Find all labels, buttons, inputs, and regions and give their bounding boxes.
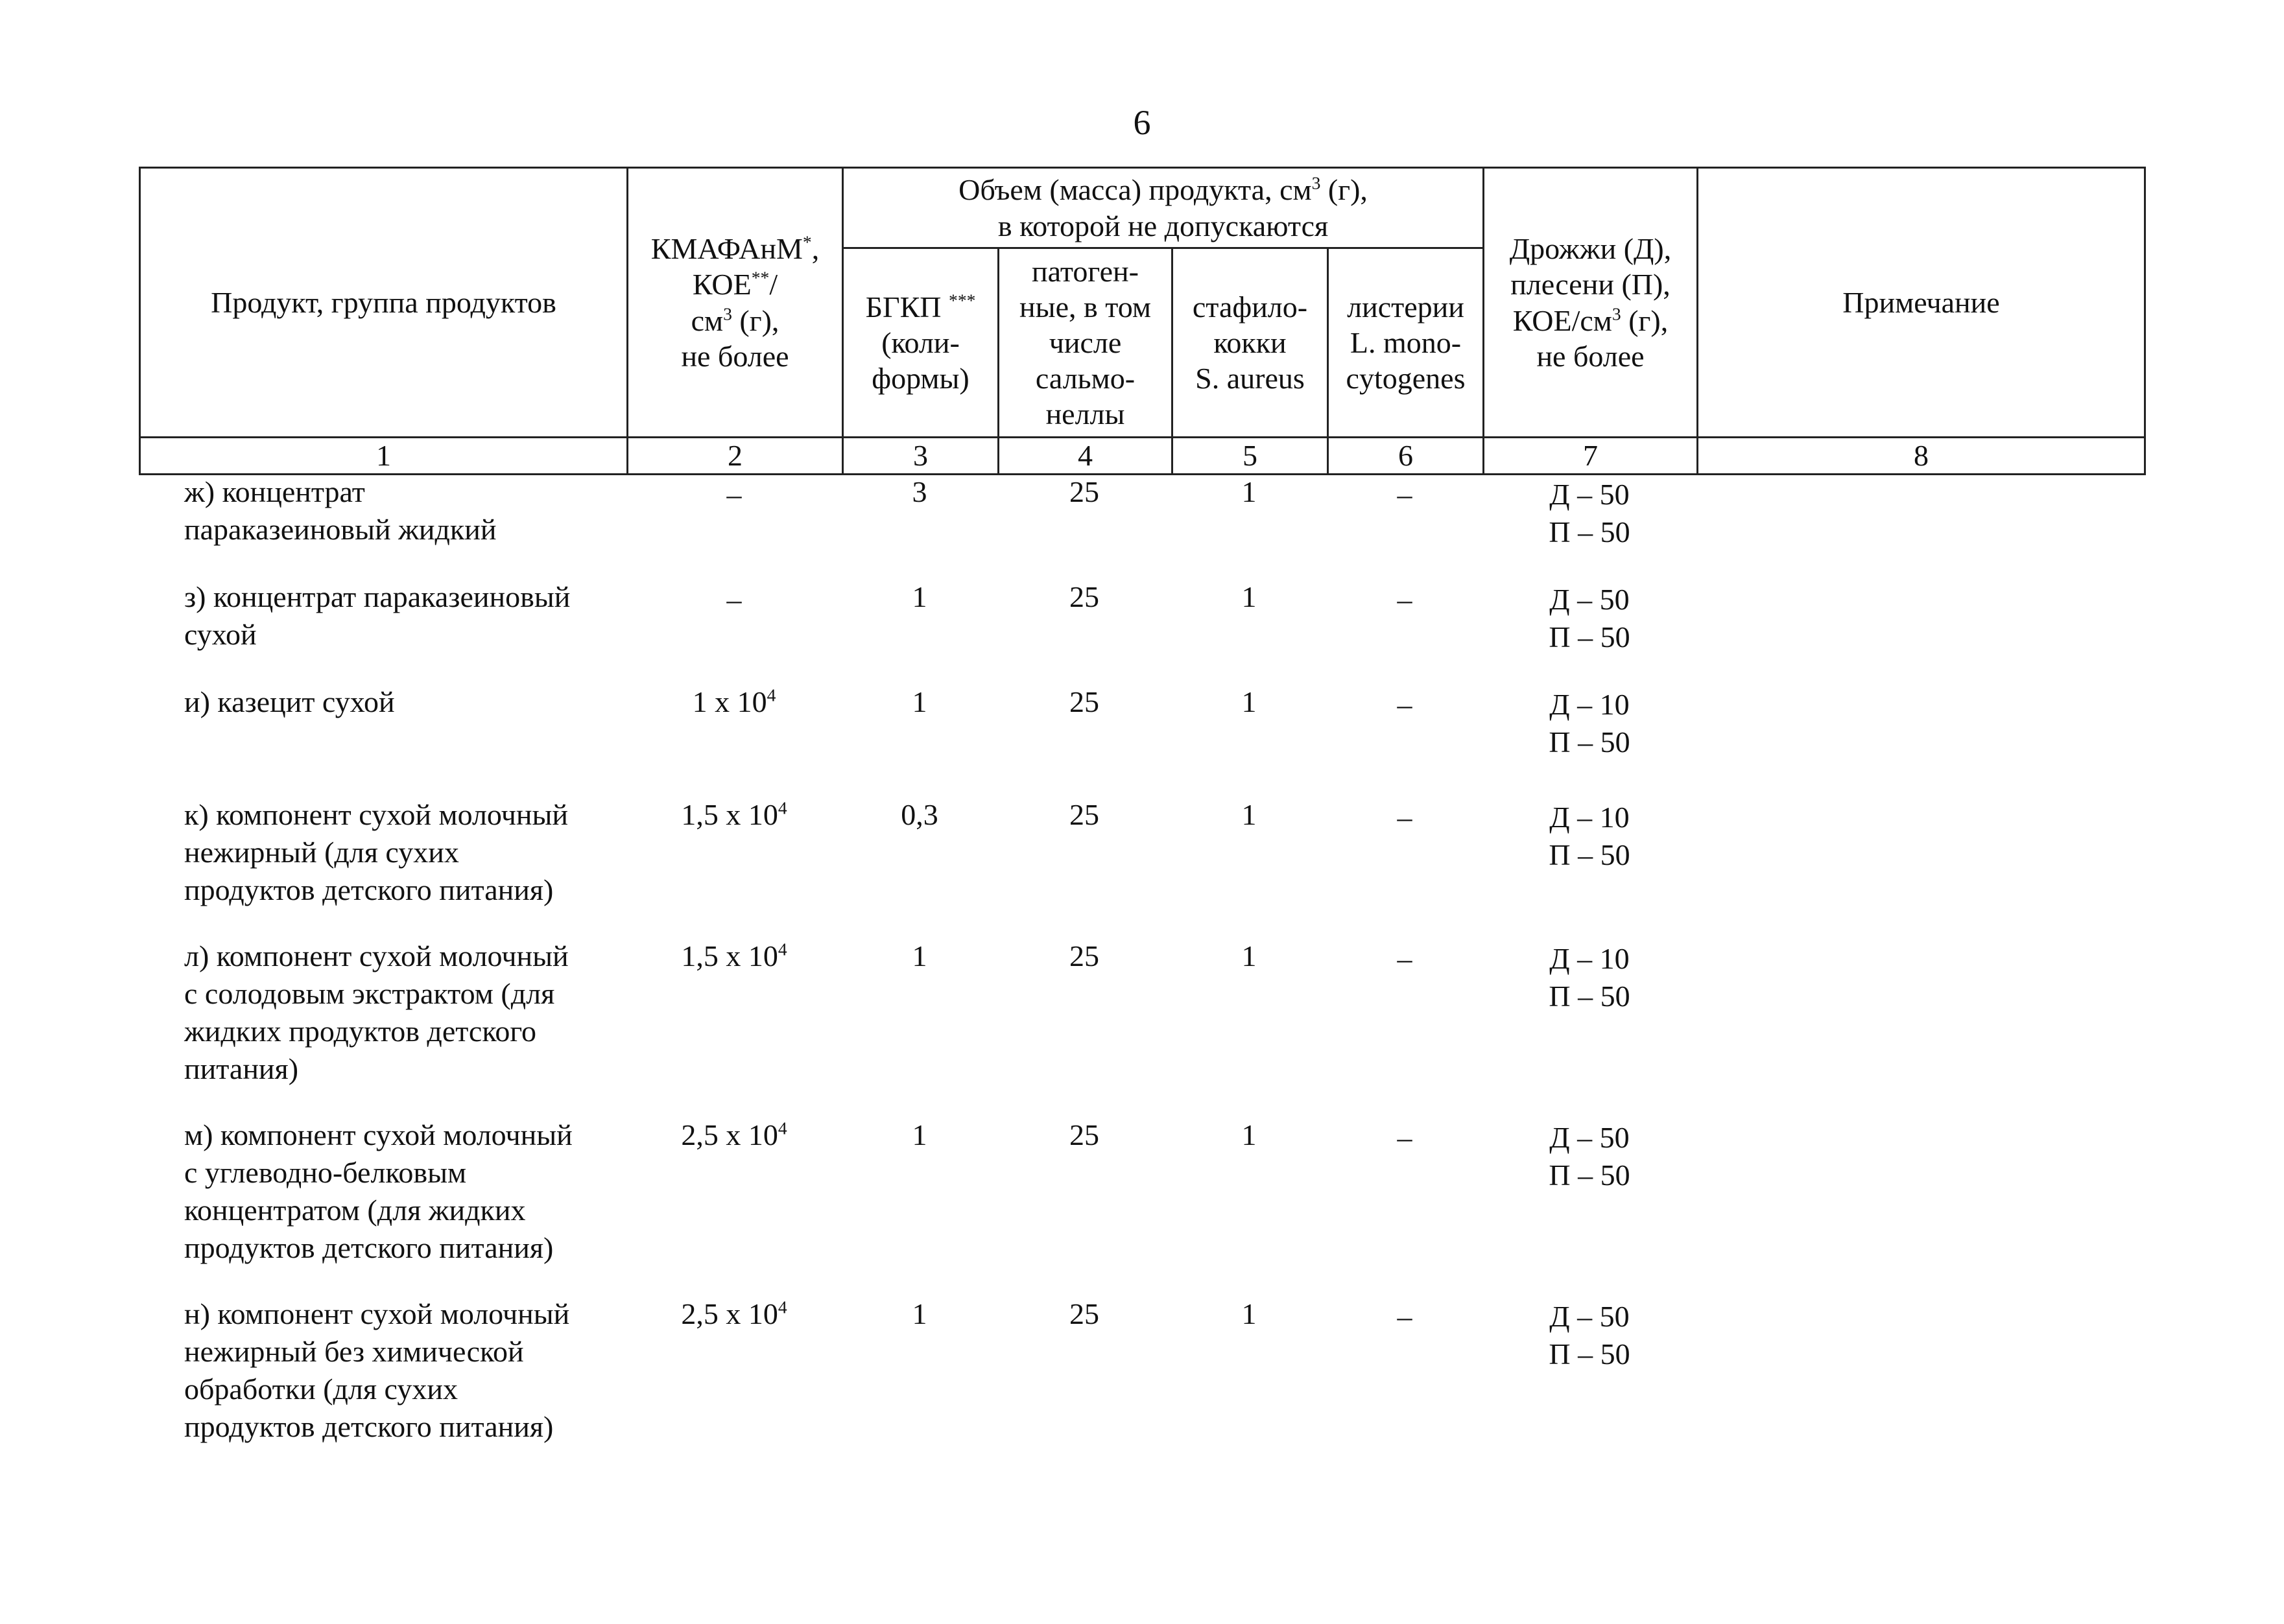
- listeria-value: –: [1397, 1121, 1412, 1154]
- staphylococci-value: 1: [1241, 939, 1257, 972]
- table-row: [139, 683, 2144, 759]
- listeria-value: –: [1397, 942, 1412, 975]
- table-row: [139, 473, 2144, 548]
- staphylococci-value: 1: [1241, 1118, 1257, 1151]
- header-note: Примечание: [1698, 168, 2145, 438]
- staphylococci-value: 1: [1241, 580, 1257, 613]
- listeria-value: –: [1397, 688, 1412, 721]
- bgkp-value: 1: [912, 939, 927, 972]
- product-name: к) компонент сухой молочный нежирный (для сухих продуктов детского питания): [184, 798, 569, 906]
- column-number: 1: [140, 438, 628, 475]
- yeast-value: Д – 10: [1549, 688, 1630, 721]
- product-name: и) казецит сухой: [184, 685, 395, 718]
- listeria-value: –: [1397, 1300, 1412, 1333]
- column-number: 7: [1484, 438, 1698, 475]
- yeast-mold-value: [1482, 686, 1696, 761]
- table-row: [139, 796, 2144, 909]
- staphylococci-value: 1: [1241, 685, 1257, 718]
- pathogenic-value: 25: [1069, 798, 1099, 831]
- yeast-mold-value: [1482, 581, 1696, 656]
- product-name: ж) концентрат параказеиновый жидкий: [184, 475, 497, 546]
- table-body: [139, 473, 2144, 1446]
- kmafanm-value: 1 x $10^4$: [692, 685, 776, 718]
- kmafanm-value: –: [726, 583, 742, 616]
- kmafanm-value: 2,5 x $10^4$: [681, 1297, 787, 1330]
- product-name: л) компонент сухой молочный с солодовым экстрактом (для жидких продуктов детского питания): [184, 939, 569, 1085]
- column-number: 4: [999, 438, 1172, 475]
- listeria-value: –: [1397, 801, 1412, 834]
- column-number: 8: [1698, 438, 2145, 475]
- kmafanm-value: 2,5 x $10^4$: [681, 1118, 787, 1151]
- product-name: м) компонент сухой молочный с углеводно-белковым концентратом (для жидких продуктов детского питания): [184, 1118, 573, 1264]
- yeast-mold-value: [1482, 476, 1696, 551]
- header-volume-group: Объем (масса) продукта, $см^3$ (г), в которой не допускаются: [843, 168, 1484, 248]
- yeast-value: Д – 50: [1549, 1300, 1630, 1333]
- bgkp-value: 1: [912, 580, 927, 613]
- yeast-value: Д – 50: [1549, 478, 1630, 511]
- mold-value: П – 50: [1549, 725, 1630, 759]
- mold-value: П – 50: [1549, 515, 1630, 548]
- staphylococci-value: 1: [1241, 1297, 1257, 1330]
- bgkp-value: 0,3: [901, 798, 938, 831]
- pathogenic-value: 25: [1069, 1297, 1099, 1330]
- header-yeast-mold: Дрожжи (Д), плесени (П), КОЕ/$см^3$ (г), не более: [1484, 168, 1698, 438]
- yeast-mold-value: [1482, 1298, 1696, 1373]
- bgkp-value: 3: [912, 475, 927, 508]
- yeast-value: Д – 10: [1549, 801, 1630, 834]
- bgkp-value: 1: [912, 1297, 927, 1330]
- pathogenic-value: 25: [1069, 580, 1099, 613]
- header-staphylococci: стафило- кокки S. aureus: [1172, 248, 1328, 438]
- column-number-row: [140, 438, 2145, 475]
- header-pathogenic: патоген- ные, в том числе сальмо- неллы: [999, 248, 1172, 438]
- listeria-value: –: [1397, 478, 1412, 511]
- header-product: Продукт, группа продуктов: [140, 168, 628, 438]
- table-row: [139, 1116, 2144, 1267]
- kmafanm-value: –: [726, 478, 742, 511]
- listeria-value: –: [1397, 583, 1412, 616]
- yeast-value: Д – 50: [1549, 583, 1630, 616]
- column-number: 2: [628, 438, 843, 475]
- header-kmafanm: КМАФАнМ*, КОЕ**/ $см^3$ (г), не более: [628, 168, 843, 438]
- column-number: 3: [843, 438, 999, 475]
- kmafanm-value: 1,5 x $10^4$: [681, 797, 787, 831]
- yeast-mold-value: [1482, 799, 1696, 874]
- pathogenic-value: 25: [1069, 939, 1099, 972]
- mold-value: П – 50: [1549, 620, 1630, 653]
- yeast-mold-value: [1482, 940, 1696, 1015]
- header-bgkp: БГКП *** (коли- формы): [843, 248, 999, 438]
- header-listeria: листерии L. mono- cytogenes: [1328, 248, 1484, 438]
- staphylococci-value: 1: [1241, 798, 1257, 831]
- bgkp-value: 1: [912, 1118, 927, 1151]
- yeast-value: Д – 50: [1549, 1121, 1630, 1154]
- column-number: 6: [1328, 438, 1484, 475]
- bgkp-value: 1: [912, 685, 927, 718]
- pathogenic-value: 25: [1069, 475, 1099, 508]
- pathogenic-value: 25: [1069, 685, 1099, 718]
- mold-value: П – 50: [1549, 1159, 1630, 1192]
- yeast-value: Д – 10: [1549, 942, 1630, 975]
- table-row: [139, 578, 2144, 653]
- column-number: 5: [1172, 438, 1328, 475]
- product-name: з) концентрат параказеиновый сухой: [184, 580, 571, 651]
- table-row: [139, 1295, 2144, 1446]
- pathogenic-value: 25: [1069, 1118, 1099, 1151]
- table-row: [139, 937, 2144, 1088]
- yeast-mold-value: [1482, 1119, 1696, 1194]
- page-number: 6: [1133, 103, 1151, 142]
- staphylococci-value: 1: [1241, 475, 1257, 508]
- mold-value: П – 50: [1549, 980, 1630, 1013]
- mold-value: П – 50: [1549, 1337, 1630, 1371]
- mold-value: П – 50: [1549, 838, 1630, 871]
- product-name: н) компонент сухой молочный нежирный без химической обработки (для сухих продуктов детского питания): [184, 1297, 570, 1443]
- table-header: [139, 167, 2146, 475]
- kmafanm-value: 1,5 x $10^4$: [681, 939, 787, 972]
